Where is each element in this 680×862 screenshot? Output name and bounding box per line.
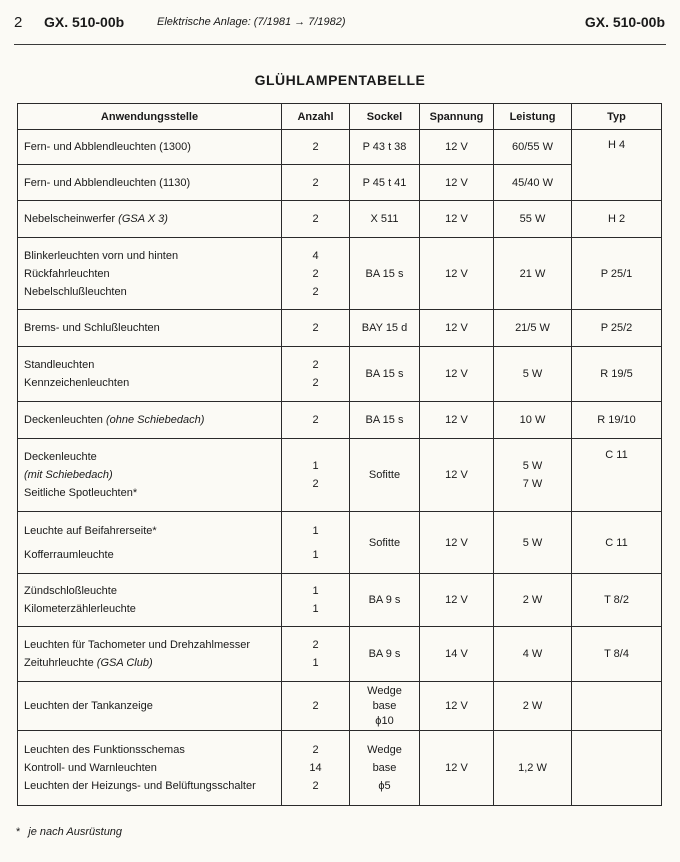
cell-count (282, 574, 350, 627)
cell-power: 5 W (494, 512, 572, 574)
cell-application-line: Seitliche Spotleuchten* (24, 487, 138, 499)
cell-base: P 43 t 38 (350, 130, 420, 165)
cell-power: 21 W (494, 238, 572, 310)
cell-power (494, 439, 572, 512)
cell-power: 55 W (494, 201, 572, 238)
table-row (18, 439, 662, 512)
cell-type: H 2 (572, 201, 662, 238)
table-row (18, 165, 662, 201)
cell-application (18, 731, 282, 806)
cell-application-line: Blinkerleuchten vorn und hinten (24, 249, 179, 262)
table-row (18, 512, 662, 574)
cell-type (572, 731, 662, 806)
cell-application-line: Deckenleuchte (24, 451, 97, 463)
cell-count: 2 (282, 130, 350, 165)
col-header-leistung: Leistung (494, 104, 572, 130)
cell-application-line: Leuchten des Funktionsschemas (24, 744, 185, 756)
cell-application: Fern- und Abblendleuchten (1130) (18, 165, 282, 201)
cell-voltage: 12 V (420, 402, 494, 439)
cell-voltage: 12 V (420, 310, 494, 347)
cell-count-line: 1 (312, 603, 319, 615)
footnote-marker: * (16, 826, 21, 838)
cell-count: 2 (282, 402, 350, 439)
cell-power: 21/5 W (494, 310, 572, 347)
cell-count (282, 627, 350, 682)
cell-application (18, 439, 282, 512)
cell-type: R 19/5 (572, 347, 662, 402)
cell-type (572, 682, 662, 731)
cell-count: 2 (282, 310, 350, 347)
cell-base: BA 15 s (350, 238, 420, 310)
cell-power-line: 5 W (522, 460, 543, 472)
table-row (18, 627, 662, 682)
cell-count (282, 512, 350, 574)
cell-voltage: 14 V (420, 627, 494, 682)
cell-application-line: Standleuchten (24, 359, 95, 371)
col-header-sockel: Sockel (350, 104, 420, 130)
cell-application-line: Leuchte auf Beifahrerseite* (24, 524, 157, 537)
cell-count-line: 2 (312, 359, 319, 371)
cell-type: P 25/1 (572, 238, 662, 310)
cell-count-line: 1 (312, 657, 319, 669)
cell-base: BAY 15 d (350, 310, 420, 347)
cell-base: BA 9 s (350, 627, 420, 682)
cell-application-line: Zündschloßleuchte (24, 585, 117, 597)
cell-count-line: 1 (312, 460, 319, 472)
cell-count-line: 2 (312, 285, 319, 298)
cell-application (18, 238, 282, 310)
cell-application: Brems- und Schlußleuchten (18, 310, 282, 347)
cell-voltage: 12 V (420, 512, 494, 574)
cell-base: X 511 (350, 201, 420, 238)
col-header-typ: Typ (572, 104, 662, 130)
cell-type: T 8/2 (572, 574, 662, 627)
cell-count (282, 439, 350, 512)
section-subtitle: Elektrische Anlage: (7/1981 → 7/1982) (157, 16, 346, 28)
cell-type: P 25/2 (572, 310, 662, 347)
cell-application-line: Rückfahrleuchten (24, 267, 110, 280)
cell-application (18, 512, 282, 574)
table-row (18, 731, 662, 806)
cell-voltage: 12 V (420, 731, 494, 806)
table-header-row (18, 104, 662, 130)
cell-count-line: 1 (312, 548, 319, 561)
cell-application (18, 201, 282, 238)
cell-voltage: 12 V (420, 439, 494, 512)
cell-application: Fern- und Abblendleuchten (1300) (18, 130, 282, 165)
footnote-text: je nach Ausrüstung (28, 826, 123, 838)
cell-base: P 45 t 41 (350, 165, 420, 201)
cell-type: C 11 (572, 512, 662, 574)
cell-application-line: Kilometerzählerleuchte (24, 603, 136, 615)
cell-count-line: 2 (312, 377, 319, 389)
cell-application-text: Nebelscheinwerfer (24, 213, 116, 225)
table-row (18, 574, 662, 627)
cell-count (282, 731, 350, 806)
cell-power: 10 W (494, 402, 572, 439)
cell-application: Leuchten der Tankanzeige (18, 682, 282, 731)
cell-power: 2 W (494, 574, 572, 627)
cell-count-line: 14 (309, 762, 322, 774)
table-row (18, 347, 662, 402)
cell-application-line: Kofferraumleuchte (24, 548, 114, 561)
cell-power: 2 W (494, 682, 572, 731)
cell-application-line: Nebelschlußleuchten (24, 285, 127, 298)
cell-application-line (24, 654, 275, 672)
cell-voltage: 12 V (420, 201, 494, 238)
cell-base: BA 15 s (350, 347, 420, 402)
cell-power: 4 W (494, 627, 572, 682)
cell-count: 2 (282, 165, 350, 201)
cell-application-line: Kennzeichenleuchten (24, 377, 130, 389)
col-header-anzahl: Anzahl (282, 104, 350, 130)
cell-power: 5 W (494, 347, 572, 402)
cell-count: 2 (282, 201, 350, 238)
table-row (18, 310, 662, 347)
cell-count-line: 2 (312, 478, 319, 490)
cell-voltage: 12 V (420, 165, 494, 201)
cell-application-text: Deckenleuchten (24, 414, 103, 426)
cell-base: BA 9 s (350, 574, 420, 627)
footnote (16, 826, 122, 838)
cell-voltage: 12 V (420, 347, 494, 402)
document-code: GX. 510-00b (44, 14, 125, 30)
cell-base (350, 682, 420, 731)
table-row (18, 682, 662, 731)
cell-base: BA 15 s (350, 402, 420, 439)
cell-count-line: 1 (312, 585, 319, 597)
cell-count-line: 2 (312, 267, 319, 280)
cell-application-text: Zeituhrleuchte (24, 657, 94, 669)
lamp-table (17, 103, 662, 806)
cell-application (18, 402, 282, 439)
table-row (18, 238, 662, 310)
cell-type: T 8/4 (572, 627, 662, 682)
table-row (18, 201, 662, 238)
cell-base: Sofitte (350, 512, 420, 574)
cell-count-line: 1 (312, 524, 319, 537)
table-row (18, 130, 662, 165)
cell-power: 60/55 W (494, 130, 572, 165)
cell-application-line: Leuchten der Heizungs- und Belüftungsschalter (24, 780, 256, 792)
col-header-anwendungsstelle: Anwendungsstelle (18, 104, 282, 130)
cell-application (18, 574, 282, 627)
col-header-spannung: Spannung (420, 104, 494, 130)
cell-count-line: 2 (312, 639, 319, 651)
cell-voltage: 12 V (420, 574, 494, 627)
page-header (0, 14, 680, 36)
cell-type: H 4 (572, 130, 662, 201)
cell-application-line: Leuchten für Tachometer und Drehzahlmesser (24, 639, 251, 651)
cell-power: 45/40 W (494, 165, 572, 201)
page-number: 2 (14, 14, 23, 31)
header-divider (14, 44, 666, 45)
cell-type: R 19/10 (572, 402, 662, 439)
cell-count-line: 4 (312, 249, 319, 262)
cell-count (282, 347, 350, 402)
cell-voltage: 12 V (420, 238, 494, 310)
cell-count (282, 238, 350, 310)
cell-application-note: (GSA X 3) (118, 213, 168, 225)
page-title: GLÜHLAMPENTABELLE (254, 72, 426, 88)
cell-application (18, 347, 282, 402)
cell-application-note: (GSA Club) (96, 657, 153, 669)
cell-count-line: 2 (312, 780, 319, 792)
document-code-right: GX. 510-00b (584, 14, 665, 30)
cell-application-line: Kontroll- und Warnleuchten (24, 762, 157, 774)
cell-base-line: Wedge base (367, 744, 402, 774)
cell-base-line: ϕ10 (375, 714, 394, 727)
table-row (18, 402, 662, 439)
cell-application (18, 627, 282, 682)
cell-base-line: Wedge base (367, 684, 402, 712)
cell-application-note: (ohne Schiebedach) (105, 414, 205, 426)
cell-base: Sofitte (350, 439, 420, 512)
cell-voltage: 12 V (420, 682, 494, 731)
cell-power-line: 7 W (522, 478, 543, 490)
cell-type: C 11 (572, 439, 662, 512)
cell-voltage: 12 V (420, 130, 494, 165)
cell-count-line: 2 (312, 744, 319, 756)
cell-count: 2 (282, 682, 350, 731)
cell-base-line: ϕ5 (378, 780, 391, 792)
cell-base (350, 731, 420, 806)
cell-application-line: (mit Schiebedach) (24, 469, 113, 481)
cell-power: 1,2 W (494, 731, 572, 806)
